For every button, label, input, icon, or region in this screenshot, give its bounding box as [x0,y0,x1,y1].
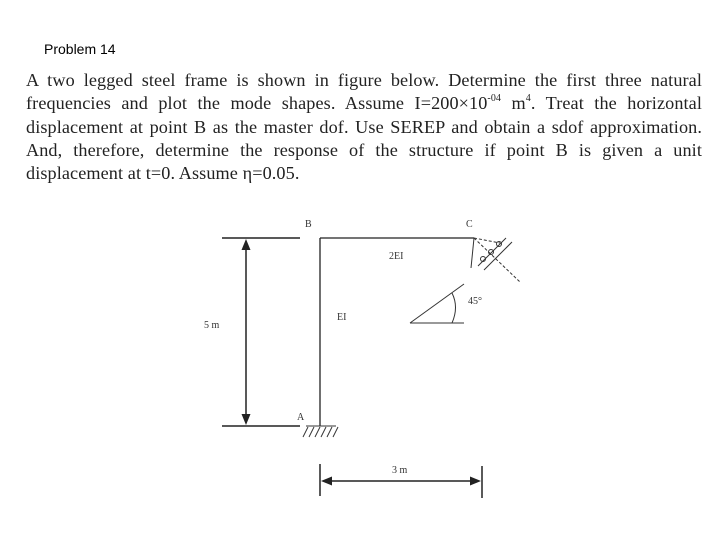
label-a: A [297,412,305,423]
beam-stiffness-label: 2EI [389,251,404,262]
statement-part-3: . Treat the horizontal displacement at point B as the master dof. Use SEREP and obtain a sdof approximation. And, therefore, determine the response of the structure if point B is given a unit displacement at t=0. Assume η=0.05. [26,93,702,184]
height-dimension [222,238,300,426]
height-dimension-label: 5 m [204,320,220,331]
roller-support-c [471,238,520,282]
problem-title: Problem 14 [44,41,116,57]
exponent-2: 4 [525,93,531,105]
label-b: B [305,219,312,230]
statement-part-1: A two legged steel frame is shown in figure below. Determine the first three natural frequencies and plot the mode shapes. Assume I=200×10 [26,70,702,114]
statement-part-2: m [501,93,526,114]
fixed-support-a [303,426,338,437]
label-c: C [466,219,473,230]
exponent-1: -04 [487,93,502,105]
column-stiffness-label: EI [337,312,347,323]
angle-label: 45° [468,296,482,307]
angle-indicator [410,284,464,323]
span-dimension-label: 3 m [392,465,408,476]
